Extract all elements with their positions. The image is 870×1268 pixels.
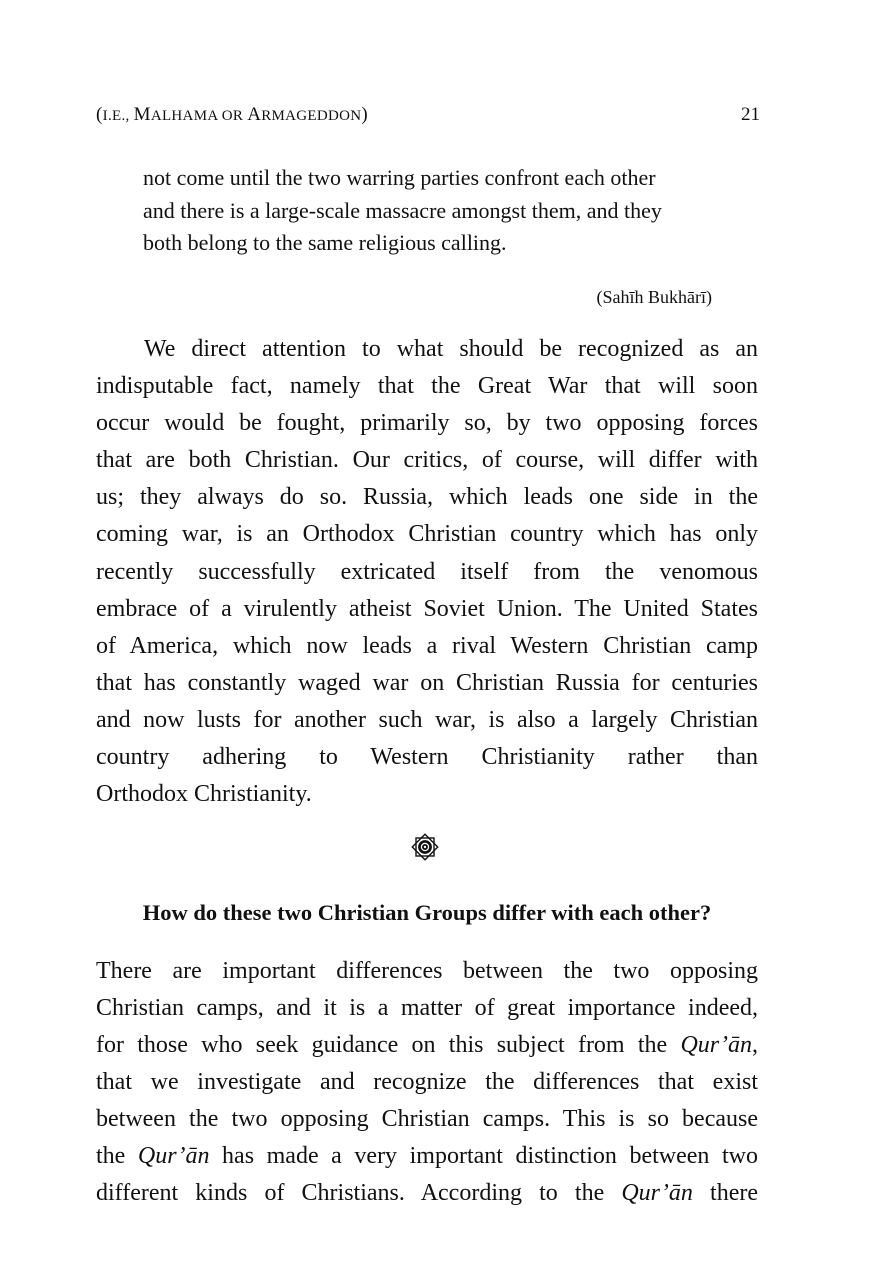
quote-citation: (Sahīh Bukhārī) xyxy=(596,287,712,307)
hadith-quote xyxy=(143,162,718,260)
text-line: that has constantly waged war on Christian Russia for centuries xyxy=(96,669,758,696)
quote-line: and there is a large-scale massacre amongst them, and they xyxy=(143,197,662,223)
body-paragraph-1 xyxy=(96,331,758,813)
text-line: occur would be fought, primarily so, by two opposing forces xyxy=(96,410,758,437)
text-line: coming war, is an Orthodox Christian country which has only xyxy=(96,521,758,548)
text-line: indisputable fact, namely that the Great War that will soon xyxy=(96,373,758,400)
text-line: There are important differences between the two opposing xyxy=(96,958,758,984)
text-line: for those who seek guidance on this subject from the Qur’ān, xyxy=(96,1032,758,1058)
text-line: the Qur’ān has made a very important distinction between two xyxy=(96,1143,758,1169)
text-line: between the two opposing Christian camps. This is so because xyxy=(96,1106,758,1132)
page-number: 21 xyxy=(741,104,760,125)
text-line: country adhering to Western Christianity rather than xyxy=(96,744,758,771)
text-line: We direct attention to what should be recognized as an xyxy=(144,336,758,362)
text-line: of America, which now leads a rival Western Christian camp xyxy=(96,632,758,659)
quran-title: Qur’ān xyxy=(137,1143,210,1169)
quote-line: not come until the two warring parties confront each other xyxy=(143,165,656,190)
text-line: and now lusts for another such war, is also a largely Christian xyxy=(96,706,758,733)
ornament-icon xyxy=(410,832,440,862)
quran-title: Qur’ān xyxy=(680,1032,752,1058)
text-line: that are both Christian. Our critics, of course, will differ with xyxy=(96,447,758,474)
running-title: (I.E., MALHAMA OR ARMAGEDDON) xyxy=(96,104,369,125)
text-line: that we investigate and recognize the differences that exist xyxy=(96,1069,758,1095)
text-line: different kinds of Christians. According to the Qur’ān there xyxy=(96,1180,758,1206)
text-line: recently successfully extricated itself from the venomous xyxy=(96,558,758,585)
running-header xyxy=(96,104,760,132)
text-line: Orthodox Christianity. xyxy=(96,781,312,808)
quote-line: both belong to the same religious calling. xyxy=(143,230,507,255)
quran-title: Qur’ān xyxy=(621,1180,693,1206)
text-line: Christian camps, and it is a matter of great importance indeed, xyxy=(96,995,758,1021)
body-paragraph-2 xyxy=(96,953,758,1212)
section-heading: How do these two Christian Groups differ with each other? xyxy=(142,900,712,925)
text-line: us; they always do so. Russia, which leads one side in the xyxy=(96,484,758,511)
text-line: embrace of a virulently atheist Soviet Union. The United States xyxy=(96,595,758,622)
